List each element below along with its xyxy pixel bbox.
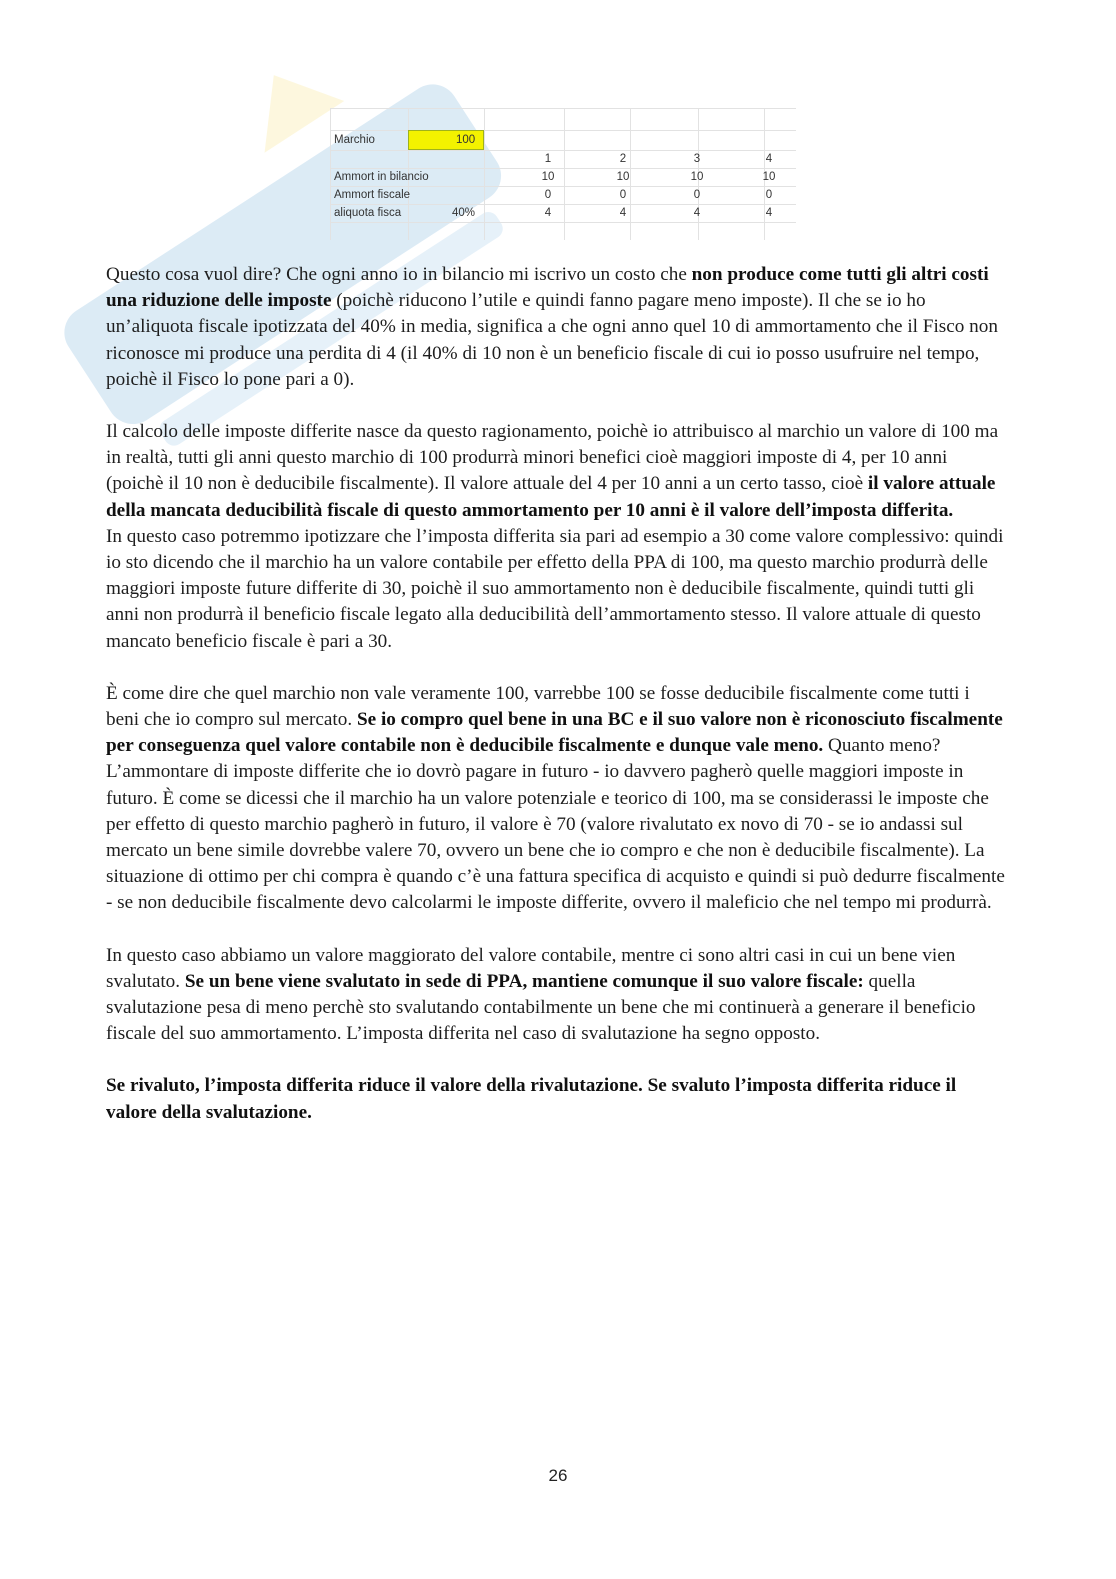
bold-text: il valore attuale della mancata deducibilità fiscale di questo ammortamento per 10 anni è il valore dell’imposta differita. xyxy=(106,473,996,521)
paragraph xyxy=(106,524,1006,655)
spreadsheet-table xyxy=(330,108,796,240)
table-cell: 10 xyxy=(541,171,555,183)
text-run: Il calcolo delle imposte differite nasce da questo ragionamento, poichè io attribuisco al marchio un valore di 100 ma in realtà, tutti gli anni questo marchio di 100 produrrà minori benefici cioè maggiori imposte di 4, per 10 anni (poichè il 10 non è deducibile fiscalmente). Il valore attuale del 4 per 10 anni a un certo tasso, cioè xyxy=(106,421,999,495)
text-run: In questo caso abbiamo un valore maggiorato del valore contabile, mentre ci sono altri casi in cui un bene vien svalutato. xyxy=(106,944,956,992)
paragraph xyxy=(106,419,1006,524)
text-run: È come dire che quel marchio non vale veramente 100, varrebbe 100 se fosse deducibile fiscalmente come tutti i beni che io compro sul mercato. xyxy=(106,682,970,731)
year-header: 3 xyxy=(693,153,701,165)
year-header: 2 xyxy=(619,153,627,165)
bold-text: Se io compro quel bene in una BC e il suo valore non è riconosciuto fiscalmente per conseguenza quel valore contabile non è deducibile fiscalmente e dunque vale meno. xyxy=(106,709,1003,757)
table-cell: 10 xyxy=(762,171,776,183)
table-cell: 0 xyxy=(693,189,701,201)
page-number: 26 xyxy=(548,1466,568,1485)
text-run: (poichè riducono l’utile e quindi fanno pagare meno imposte). Il che se io ho un’aliquota fiscale ipotizzata del 40% in media, significa a che ogni anno quel 10 di ammortamento che il Fisco non riconosce mi produce una perdita di 4 (il 40% di 10 non è un beneficio fiscale di cui io posso usufruire nel tempo, poichè il Fisco lo pone pari a 0). xyxy=(106,290,998,390)
paragraph xyxy=(106,1073,1006,1125)
table-cell: 4 xyxy=(693,207,701,219)
row-label: Ammort in bilancio xyxy=(334,171,429,183)
marchio-value: 100 xyxy=(456,134,476,146)
table-cell: 0 xyxy=(619,189,627,201)
table-cell: 10 xyxy=(690,171,704,183)
year-header: 1 xyxy=(544,153,552,165)
table-cell: 4 xyxy=(544,207,552,219)
bold-text: Se un bene viene svalutato in sede di PPA, mantiene comunque il suo valore fiscale: xyxy=(184,970,864,992)
row-label: aliquota fisca xyxy=(334,207,402,219)
paragraph xyxy=(106,681,1006,917)
paragraph xyxy=(106,262,1006,393)
bold-text: non produce come tutti gli altri costi una riduzione delle imposte xyxy=(106,264,989,312)
text-run: In questo caso potremmo ipotizzare che l’imposta differita sia pari ad esempio a 30 come valore complessivo: quindi io sto dicendo che il marchio ha un valore contabile per effetto della PPA di 100, ma questo marchio produrrà delle maggiori imposte future differite di 30, poichè il suo ammortamento non è deducibile fiscalmente, quindi tutti gli anni non produrrà il beneficio fiscale legato alla deducibilità dell’ammortamento stesso. Il valore attuale di questo mancato beneficio fiscale è pari a 30. xyxy=(106,525,1004,652)
bold-text: Se rivaluto, l’imposta differita riduce il valore della rivalutazione. Se svaluto l’imposta differita riduce il valore della svalutazione. xyxy=(106,1075,957,1123)
table-cell: 0 xyxy=(544,189,552,201)
marchio-label: Marchio xyxy=(334,134,375,146)
table-cell: 10 xyxy=(616,171,630,183)
document-body xyxy=(106,262,1006,1126)
row-label: Ammort fiscale xyxy=(334,189,411,201)
table-cell: 4 xyxy=(619,207,627,219)
text-run: Questo cosa vuol dire? Che ogni anno io in bilancio mi iscrivo un costo che xyxy=(106,264,692,285)
paragraph xyxy=(106,943,1006,1048)
text-run: quella svalutazione pesa di meno perchè sto svalutando contabilmente un bene che mi continuerà a generare il beneficio fiscale del suo ammortamento. L’imposta differita nel caso di svalutazione ha segno opposto. xyxy=(106,970,976,1045)
table-cell: 0 xyxy=(765,189,773,201)
rate-value: 40% xyxy=(452,207,476,219)
year-header: 4 xyxy=(765,153,773,165)
text-run: Quanto meno? L’ammontare di imposte differite che io dovrò pagare in futuro - io davvero pagherò quelle maggiori imposte in futuro. È come se dicessi che il marchio ha un valore potenziale e teorico di 100, ma se considerassi le imposte che per effetto di questo marchio pagherò in futuro, il valore è 70 (valore rivalutato ex novo di 70 - se io andassi sul mercato un bene simile dovrebbe valere 70, ovvero un bene che io compro e che non è deducibile fiscalmente). La situazione di ottimo per chi compra è quando c’è una fattura specifica di acquisto e quindi si può dedurre fiscalmente - se non deducibile fiscalmente devo calcolarmi le imposte differite, ovvero il maleficio che nel tempo mi produrrà. xyxy=(106,735,1005,914)
table-cell: 4 xyxy=(765,207,773,219)
